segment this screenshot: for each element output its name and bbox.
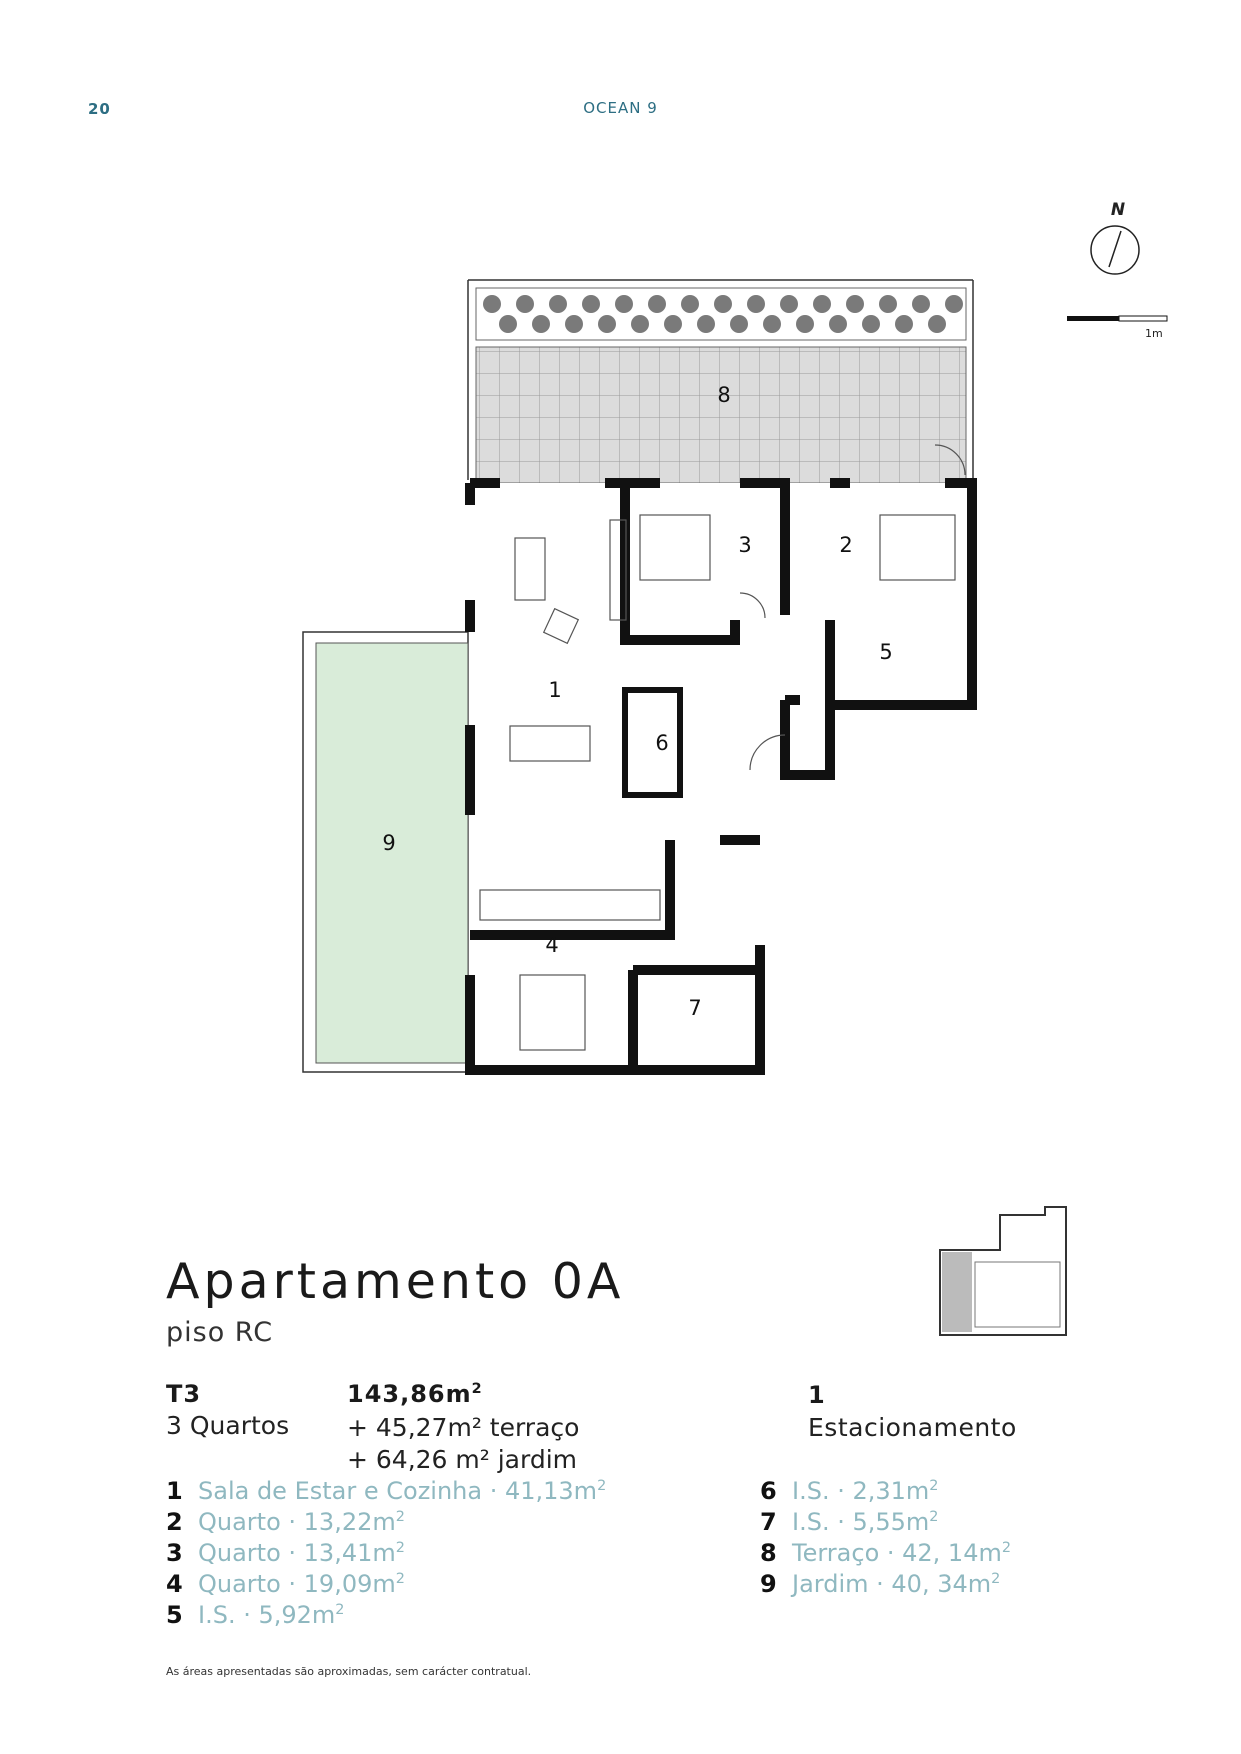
- plan-label-7: 7: [688, 996, 702, 1020]
- plan-label-6: 6: [655, 731, 669, 755]
- area-main-unit-sup: 2: [471, 1381, 483, 1397]
- scale-bar: [1067, 316, 1167, 340]
- plan-label-8: 8: [717, 383, 731, 407]
- scale-label: 1m: [1145, 327, 1163, 340]
- area-garden: + 64,26 m² jardim: [347, 1445, 578, 1474]
- room-label: Quarto · $13,22m^2$: [198, 1508, 405, 1536]
- floor-label: piso RC: [166, 1317, 274, 1348]
- room-item: [166, 1601, 344, 1629]
- room-number: 7: [760, 1508, 777, 1536]
- room-item: [166, 1508, 405, 1536]
- room-label: I.S. · $5,55m^2$: [792, 1508, 939, 1536]
- header-title: OCEAN 9: [583, 99, 658, 117]
- room-number: 4: [166, 1570, 183, 1598]
- bedrooms-count: 3 Quartos: [166, 1411, 290, 1440]
- plan-label-3: 3: [738, 533, 752, 557]
- area-main: [347, 1380, 483, 1408]
- room-number: 2: [166, 1508, 183, 1536]
- room-item: [760, 1508, 938, 1536]
- room-item: [760, 1539, 1011, 1567]
- room-label: Quarto · $19,09m^2$: [198, 1570, 405, 1598]
- apartment-title: Apartamento 0A: [166, 1253, 625, 1310]
- north-label: N: [1110, 200, 1126, 220]
- room-item: [166, 1570, 405, 1598]
- area-terrace: + 45,27m² terraço: [347, 1413, 580, 1442]
- room-number: 5: [166, 1601, 183, 1629]
- room-number: 8: [760, 1539, 777, 1567]
- plan-label-1: 1: [548, 678, 562, 702]
- plan-label-2: 2: [839, 533, 853, 557]
- room-number: 6: [760, 1477, 777, 1505]
- room-number: 9: [760, 1570, 777, 1598]
- parking-count: 1: [808, 1381, 825, 1409]
- key-plan: [940, 1207, 1066, 1335]
- room-item: [760, 1477, 938, 1505]
- area-main-value: 143,86m: [347, 1380, 472, 1408]
- room-number: 3: [166, 1539, 183, 1567]
- parking-label: Estacionamento: [808, 1413, 1017, 1442]
- room-label: Terraço · 42, $14m^2$: [792, 1539, 1012, 1567]
- room-label: Quarto · $13,41m^2$: [198, 1539, 405, 1567]
- plan-label-4: 4: [545, 933, 559, 957]
- bathroom-6: [625, 690, 680, 795]
- room-item: [166, 1477, 606, 1505]
- plan-label-5: 5: [879, 640, 893, 664]
- page-number: 20: [88, 100, 111, 118]
- room-label: Sala de Estar e Cozinha · $41,13m^2$: [198, 1477, 607, 1505]
- room-label: I.S. · $2,31m^2$: [792, 1477, 939, 1505]
- compass-icon: [1091, 200, 1139, 274]
- room-item: [760, 1570, 1000, 1598]
- disclaimer: As áreas apresentadas são aproximadas, sem carácter contratual.: [166, 1665, 532, 1678]
- room-item: [166, 1539, 405, 1567]
- room-label: I.S. · $5,92m^2$: [198, 1601, 345, 1629]
- room-number: 1: [166, 1477, 183, 1505]
- room-label: Jardim · 40, $34m^2$: [792, 1570, 1001, 1598]
- plan-label-9: 9: [382, 831, 396, 855]
- typology: T3: [166, 1380, 202, 1408]
- terrace: [468, 280, 973, 483]
